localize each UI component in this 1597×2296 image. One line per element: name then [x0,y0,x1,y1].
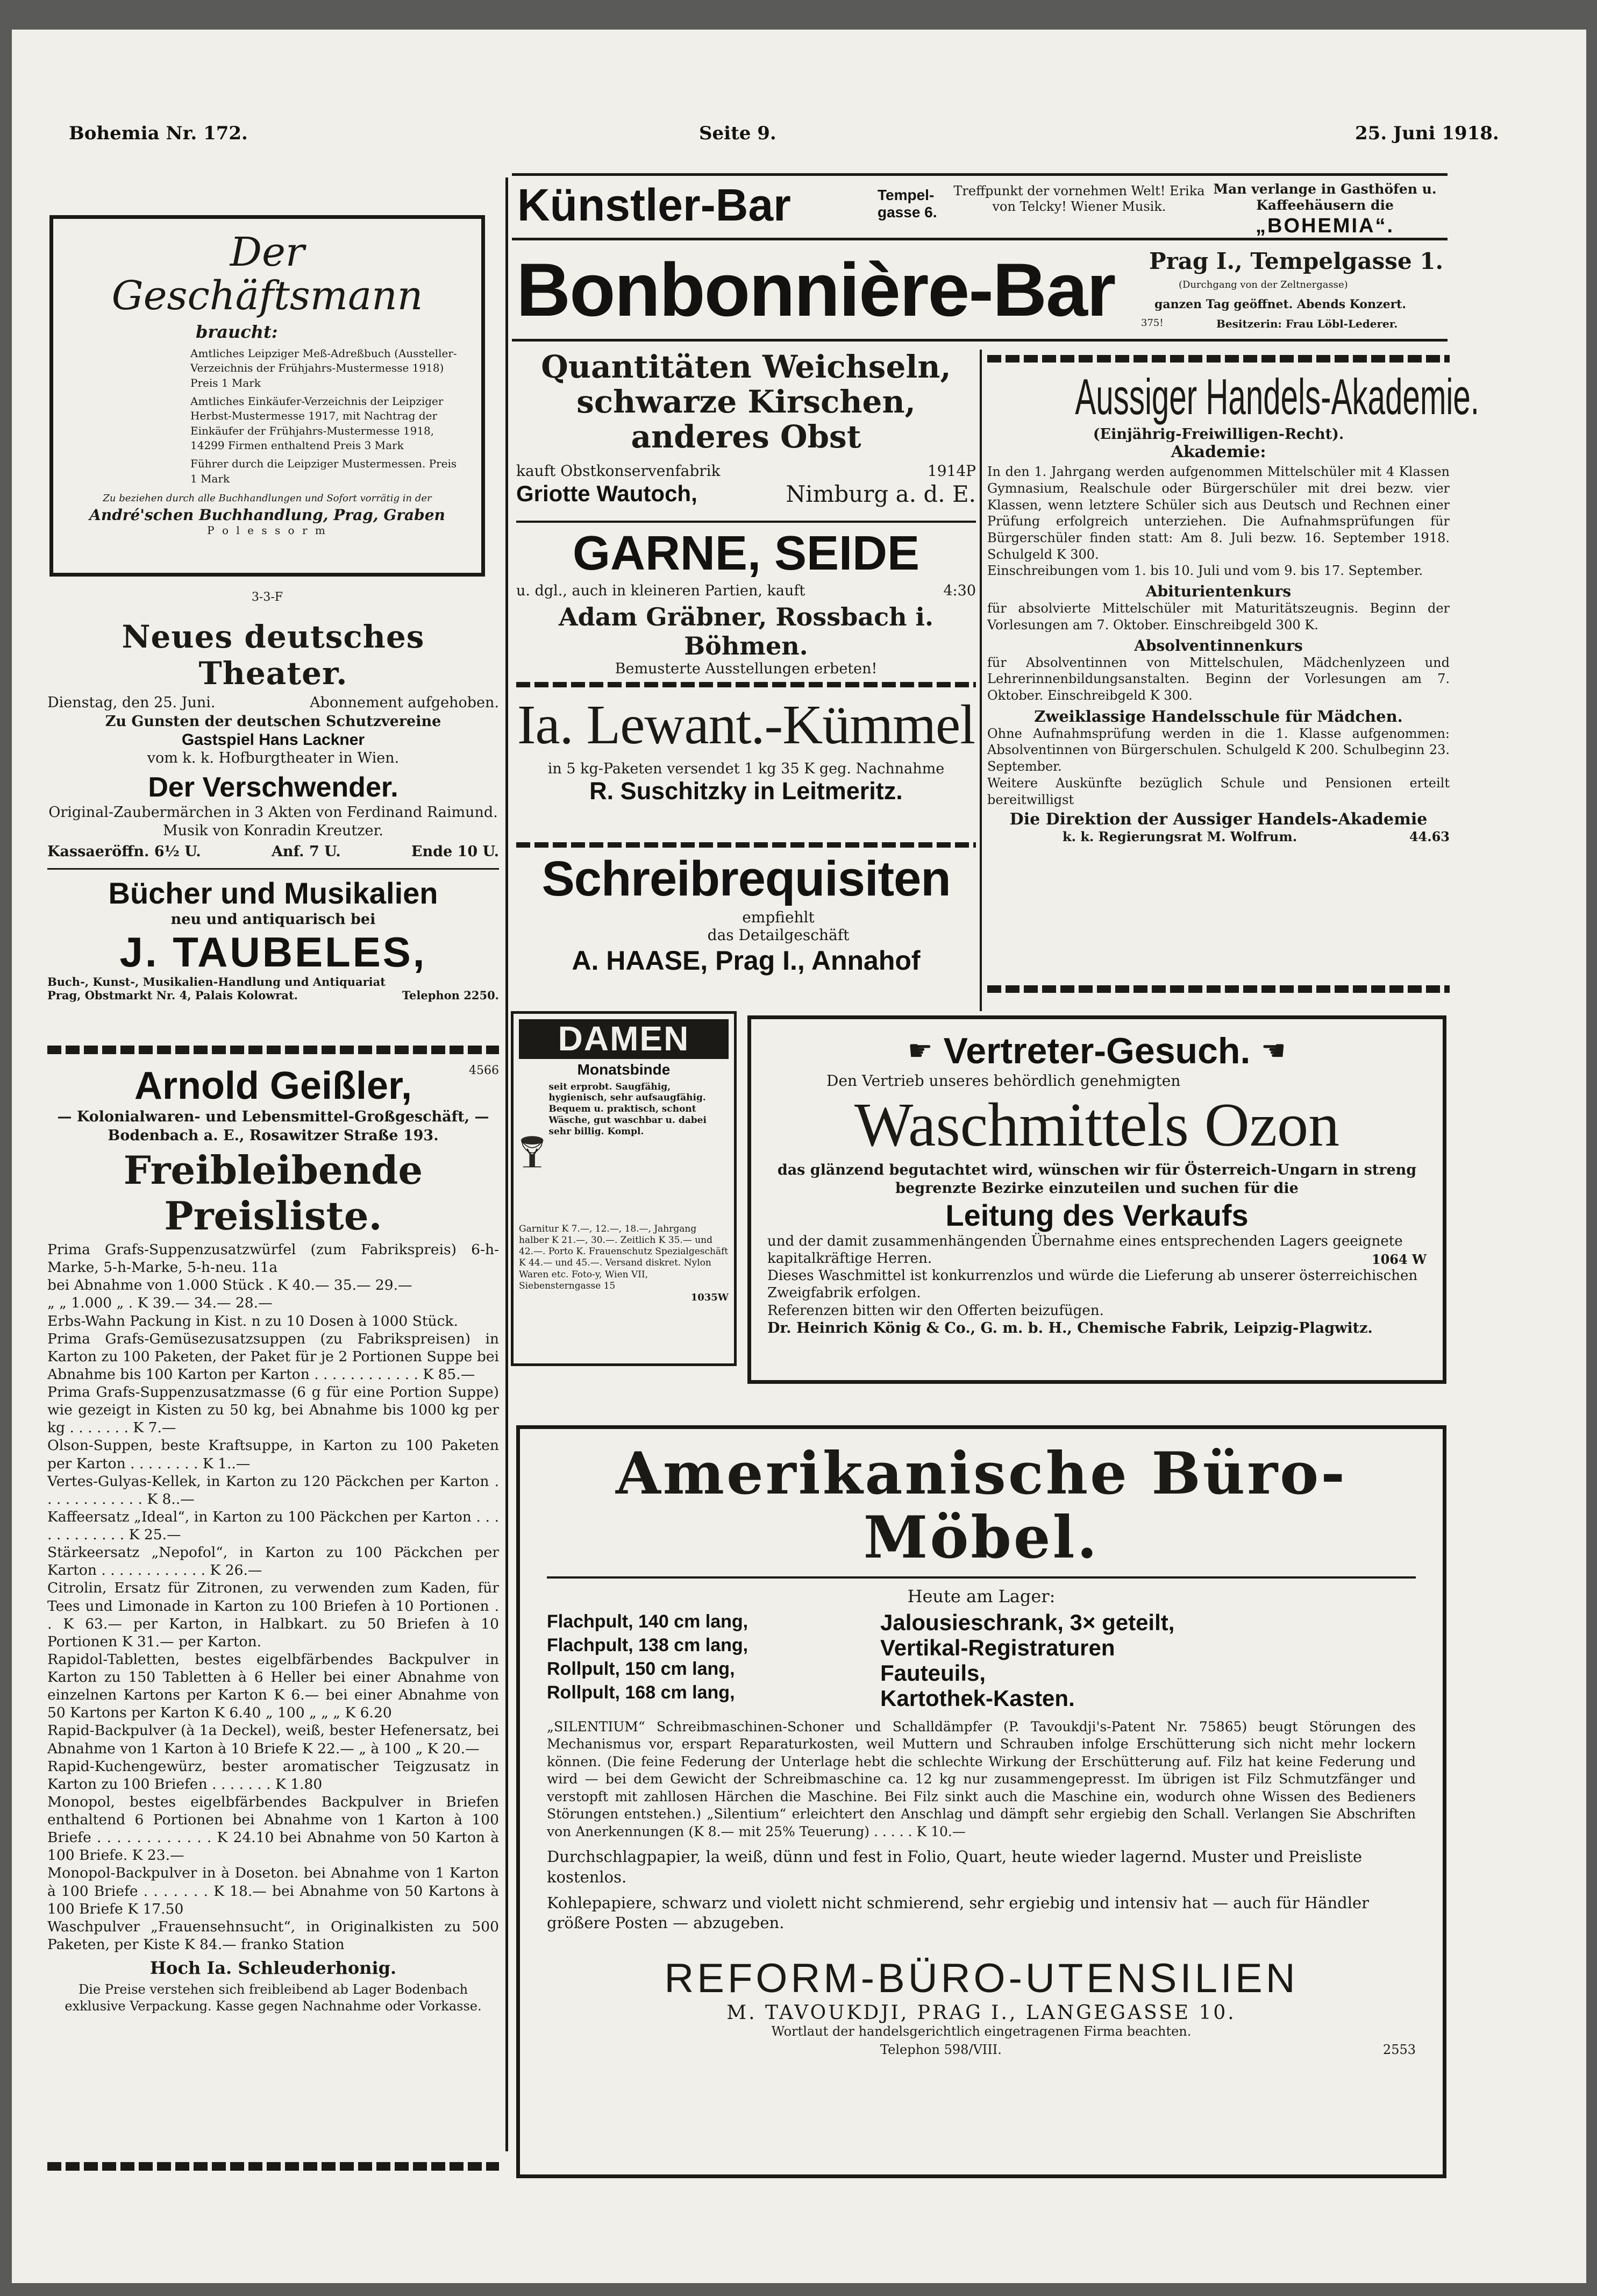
price-item: Rapidol-Tabletten, bestes eigelbfärbendes Backpulver in Karton zu 150 Tabletten à 6 Heller bei einer Abnahme von einzelnen Kartons per Karton K 6.— bei einer Abnahme von 50 Kartons per Karton K 6.40 „ 100 „ „ „ K 6.20 [47,1651,499,1722]
reform-firm: M. TAVOUKDJI, PRAG I., LANGEGASSE 10. [726,2001,1236,2024]
geissler-ad [47,1064,499,2015]
theater-time: Anf. 7 U. [271,843,341,860]
bonbon-line: ganzen Tag geöffnet. Abends Konzert. [1154,297,1407,311]
ad-number: 1914P [927,461,976,480]
price-item: Waschpulver „Frauensehnsucht“, in Originalkisten zu 500 Paketen, per Kiste K 84.— franko Station [47,1918,499,1953]
aussig-ad [987,368,1479,845]
vertreter-title: Vertreter-Gesuch. [943,1030,1251,1071]
damen-text: seit erprobt. Saugfähig, hygienisch, sehr aufsaugfähig. Bequem u. praktisch, schont Wäsche, gut waschbar u. dabei sehr billig. Kompl. [548,1081,707,1137]
price-item: Rapid-Backpulver (à 1a Deckel), weiß, bester Hefenersatz, bei Abnahme von 1 Karton à 10 Briefe K 22.— „ à 100 „ K 20.— [47,1722,499,1757]
bonbon-title: Bonbonnière-Bar [516,247,1115,332]
border-bar [47,1046,499,1054]
damen-title: DAMEN [519,1019,729,1059]
divider [547,1576,1416,1579]
moebel-title: Amerikanische Büro-Möbel. [615,1440,1348,1572]
vertreter-ad [747,1015,1446,1384]
ad-line: Amtliches Leipziger Meß-Adreßbuch (Aussteller-Verzeichnis der Frühjahrs-Mustermesse 1918) Preis 1 Mark [190,346,457,389]
aussig-heading: Akademie: [1171,443,1266,462]
buecher-title: Bücher und Musikalien [108,876,438,910]
geissler-line: — Kolonialwaren- und Lebensmittel-Großgeschäft, — [57,1108,489,1125]
aussig-text: Einschreibungen vom 1. bis 10. Juli und vom 9. bis 17. September. [987,563,1423,579]
kuenstler-addr: Tempel- [878,187,935,203]
price-item: Monopol, bestes eigelbfärbendes Backpulver in Briefen enthaltend 6 Portionen bei Abnahme von 1 Karton à 100 Briefe . . . . . . . . . . . . K 24.10 bei Abnahme von 50 Karton à 100 Briefe. K 23.— [47,1793,499,1864]
aussig-heading: Absolventinnenkurs [1134,636,1303,655]
aussig-text: für absolvierte Mittelschüler mit Maturitätszeugnis. Beginn der Vorlesungen am 7. Oktober. Einschreibgeld 300 K. [987,601,1450,632]
kuenstler-addr: gasse 6. [878,204,937,221]
obst-line: Quantitäten Weichseln, [541,349,951,385]
kuemmel-name: R. Suschitzky in Leitmeritz. [589,777,903,805]
price-item: Stärkeersatz „Nepofol“, in Karton zu 100 Päckchen per Karton . . . . . . . . . . . . K 26.— [47,1544,499,1579]
border-bar [516,682,976,687]
obst-city: Nimburg a. d. E. [786,480,976,507]
price-item: Prima Grafs-Suppenzusatzmasse (6 g für eine Portion Suppe) wie gezeigt in Kisten zu 50 kg, bei Abnahme bis 1000 kg per kg . . . . . . . K 7.— [47,1384,499,1437]
kuemmel-line: in 5 kg-Paketen versendet 1 kg 35 K geg. Nachnahme [547,760,945,777]
schreib-title: Schreibrequisiten [541,851,951,906]
obst-line: anderes Obst [631,418,861,455]
aussig-text: Ohne Aufnahmsprüfung werden in die 1. Klasse aufgenommen: Absolventinnen von Bürgerschulen. Schulgeld K 200. Schulbeginn 23. September. [987,726,1450,774]
aussig-title: Aussiger Handels-Akademie. [1075,368,1479,425]
vertreter-line: Dieses Waschmittel ist konkurrenzlos und würde die Lieferung ab unserer österreichischen Zweigfabrik erfolgen. [767,1267,1418,1302]
price-item: Citrolin, Ersatz für Zitronen, zu verwenden zum Kaden, für Tees und Limonade in Karton zu 100 Briefen à 10 Portionen . . K 63.— per Karton, in Halbkart. zu 50 Briefen à 10 Portionen K 31.— per Karton. [47,1580,499,1650]
aussig-signature: k. k. Regierungsrat M. Wolfrum. [1063,829,1297,845]
reform-title: REFORM-BÜRO-UTENSILIEN [664,1955,1299,2001]
vertreter-line: Referenzen bitten wir den Offerten beizufügen. [767,1302,1104,1319]
bohemia-title: „BOHEMIA“. [1256,215,1394,237]
schreib-line: empfiehlt [742,908,815,927]
ad-code: 3-3-F [251,591,283,604]
price-item: Vertes-Gulyas-Kellek, in Karton zu 120 Päckchen per Karton . . . . . . . . . . . . K 8..— [47,1473,499,1508]
geissler-footer: Die Preise verstehen sich freibleibend ab Lager Bodenbach exklusive Verpackung. Kasse gegen Nachnahme oder Vorkasse. [65,1982,482,2014]
bonbon-owner: Besitzerin: Frau Löbl-Lederer. [1216,317,1398,330]
geissler-honey: Hoch Ia. Schleuderhonig. [149,1958,397,1979]
moebel-item: Flachpult, 138 cm lang, [547,1634,748,1655]
vertreter-line: und der damit zusammenhängenden Übernahme eines entsprechenden Lagers geeignete kapitalkräftige Herren. [767,1233,1403,1267]
moebel-item: Rollpult, 168 cm lang, [547,1682,735,1703]
theater-abo: Abonnement aufgehoben. [310,694,499,711]
vertreter-line: das glänzend begutachtet wird, wünschen wir für Österreich-Ungarn in streng begrenzte Bezirke einzuteilen und suchen für die [777,1162,1417,1197]
moebel-item: Fauteuils, [880,1660,986,1686]
buecher-sub: neu und antiquarisch bei [170,911,376,928]
obst-line: schwarze Kirschen, [576,383,916,420]
bonbonniere-ad [512,245,1448,342]
border-bar [987,355,1450,362]
garne-line: u. dgl., auch in kleineren Partien, kauft [516,582,805,599]
bonbon-sub: (Durchgang von der Zeltnergasse) [1179,279,1348,290]
silentium-text: „SILENTIUM“ Schreibmaschinen-Schoner und Schalldämpfer (P. Tavoukdji's-Patent Nr. 75865) beugt Störungen des Mechanismus vor, erspart Reparaturkosten, weil Muttern und Schrauben infolge Erschütterung sich nicht mehr lockern können. (Die feine Federung der Unterlage hebt die schlechte Wirkung der Erschütterung auf. Filz hat keine Federung und wird — bei dem Gewicht der Schreibmaschine ca. 12 kg nur zusammengepresst. Im übrigen ist Filz Schmutzfänger und verstopft mit zahllosen Härchen die Maschine. Bei Filz sinkt auch die Maschine ein, wodurch ohne Wissen des Bedieners Störungen entstehen.) „Silentium“ erleichtert den Anschlag und dämpft sehr ergiebig den Schall. Verlangen Sie Abschriften von Anerkennungen (K 8.— mit 25% Teuerung) . . . . . K 10.— [547,1718,1416,1839]
pointing-hand-icon: ☛ [1261,1035,1286,1067]
price-item: Erbs-Wahn Packung in Kist. n zu 10 Dosen à 1000 Stück. [47,1312,458,1330]
ad-number: 2553 [1382,2042,1416,2057]
schreib-ad [516,852,976,976]
bonbon-addr: Prag I., Tempelgasse 1. [1149,248,1444,274]
ad-line: P o l e s s o r m [207,524,327,537]
aussig-heading: Zweiklassige Handelsschule für Mädchen. [1034,707,1403,726]
garne-line: Bemusterte Ausstellungen erbeten! [615,660,878,677]
obst-ad [516,350,976,507]
header-page: Seite 9. [699,123,776,144]
theater-play: Der Verschwender. [148,771,398,803]
price-item: Rapid-Kuchengewürz, bester aromatischer Teigzusatz in Karton zu 100 Briefen . . . . . . . K 1.80 [47,1758,499,1793]
divider [47,868,499,870]
moebel-item: Rollpult, 150 cm lang, [547,1658,735,1679]
theater-line: Original-Zaubermärchen in 3 Akten von Ferdinand Raimund. Musik von Konradin Kreutzer. [48,804,498,840]
buecher-tel: Telephon 2250. [402,989,499,1003]
reform-note: Wortlaut der handelsgerichtlich eingetragenen Firma beachten. [771,2023,1192,2039]
buecher-name: J. TAUBELES, [119,928,427,976]
ad-sub: braucht: [196,321,278,342]
theater-title: Neues deutsches Theater. [122,619,425,692]
divider [516,521,976,523]
theater-time: Kassaeröffn. 6½ U. [47,843,201,860]
theater-time: Ende 10 U. [411,843,499,860]
column-rule [505,177,508,2151]
pointing-hand-icon: ☛ [908,1035,933,1067]
kohle-text: Kohlepapiere, schwarz und violett nicht schmierend, sehr ergiebig und intensiv hat — auch für Händler größere Posten — abzugeben. [547,1893,1370,1932]
price-item: Monopol-Backpulver in à Doseton. bei Abnahme von 1 Karton à 100 Briefe . . . . . . . K 18.— bei Abnahme von 50 Kartons à 100 Briefe K 17.50 [47,1865,499,1917]
kuenstler-bar-ad [512,173,1448,240]
price-item: „ „ 1.000 „ . K 39.— 34.— 28.— [47,1295,273,1312]
theater-date: Dienstag, den 25. Juni. [47,694,216,711]
border-bar [987,985,1450,993]
durchschlag-text: Durchschlagpapier, la weiß, dünn und fest in Folio, Quart, heute wieder lagernd. Muster und Preisliste kostenlos. [547,1847,1363,1886]
price-item: Kaffeersatz „Ideal“, in Karton zu 100 Päckchen per Karton . . . . . . . . . . . . K 25.— [47,1508,499,1544]
ad-line: Führer durch die Leipziger Mustermessen. Preis 1 Mark [190,457,457,485]
price-item: bei Abnahme von 1.000 Stück . K 40.— 35.— 29.— [47,1277,412,1294]
buecher-line: Buch-, Kunst-, Musikalien-Handlung und Antiquariat [47,975,386,989]
border-bar [47,2162,499,2171]
ad-number: 4:30 [943,582,976,599]
price-item: Prima Grafs-Suppenzusatzwürfel (zum Fabrikspreis) 6-h-Marke, 5-h-Marke, 5-h-neu. 11a [47,1241,499,1276]
schreib-line: das Detailgeschäft [707,926,850,944]
ad-number: 1035W [690,1292,729,1304]
moebel-item: Vertikal-Registraturen [880,1634,1115,1660]
schreib-name: A. HAASE, Prag I., Annahof [572,946,921,976]
aussig-sub: (Einjährig-Freiwilligen-Recht). [1093,426,1344,443]
theater-line: Zu Gunsten der deutschen Schutzvereine [105,713,441,730]
geschaeftsmann-ad [49,215,485,577]
garne-ad [516,527,976,677]
theater-line: vom k. k. Hofburgtheater in Wien. [147,750,400,767]
aussig-heading: Abiturientenkurs [1145,582,1292,601]
ad-line: Amtliches Einkäufer-Verzeichnis der Leipziger Herbst-Mustermesse 1917, mit Nachtrag der Einkäufer der Frühjahrs-Mustermesse 1918, 14299 Firmen enthaltend Preis 3 Mark [190,394,444,452]
ozon-title: Waschmittels Ozon [854,1091,1340,1160]
obst-name: Griotte Wautoch, [516,480,697,506]
damen-sub: Monatsbinde [577,1061,671,1078]
price-item: Prima Grafs-Gemüsezusatzsuppen (zu Fabrikspreisen) in Karton zu 100 Paketen, der Paket für je 2 Portionen Suppe bei Abnahme bis 100 Karton per Karton . . . . . . . . . . . . K 85.— [47,1330,499,1383]
buecher-ad [47,876,499,1002]
price-item: Olson-Suppen, beste Kraftsuppe, in Karton zu 100 Paketen per Karton . . . . . . . . K 1..— [47,1437,499,1472]
header-issue: Bohemia Nr. 172. [69,123,248,144]
ad-number: 1064 W [1371,1251,1427,1267]
ad-number: 44.63 [1409,829,1450,845]
ad-number: 4566 [469,1064,499,1077]
vertreter-company: Dr. Heinrich König & Co., G. m. b. H., Chemische Fabrik, Leipzig-Plagwitz. [767,1320,1373,1337]
bohemia-notice: Man verlange in Gasthöfen u. Kaffeehäusern die [1213,181,1437,213]
kuenstler-title: Künstler-Bar [517,180,791,230]
aussig-text: Weitere Auskünfte bezüglich Schule und Pensionen erteilt bereitwilligst [987,775,1450,807]
moebel-ad [516,1425,1446,2178]
kuemmel-title: Ia. Lewant.-Kümmel [517,694,975,756]
ad-title: Der Geschäftsmann [111,229,423,319]
aussig-text: In den 1. Jahrgang werden aufgenommen Mittelschüler mit 4 Klassen Gymnasium, Realschule oder Bürgerschüler mit drei bezw. vier Klassen, wenn letztere Schüler sich aus Deutsch und Rechnen einer Prüfung erfolgreich unterziehen. Die Aufnahmsprüfungen für Bürgerschüler finden statt: Am 8. Juli bezw. 16. September 1918. Schulgeld K 300. [987,464,1450,562]
buecher-line: Prag, Obstmarkt Nr. 4, Palais Kolowrat. [47,989,298,1003]
obst-kauft: kauft Obstkonservenfabrik [516,461,721,480]
moebel-item: Kartothek-Kasten. [880,1685,1075,1711]
ad-number: 375! [1141,317,1164,329]
border-bar [516,842,976,848]
damen-ad [511,1011,737,1366]
garne-name: Adam Gräbner, Rossbach i. Böhmen. [558,602,934,660]
reform-tel: Telephon 598/VIII. [880,2042,1002,2057]
aussig-direction: Die Direktion der Aussiger Handels-Akademie [1009,810,1428,829]
column-rule [980,350,982,1011]
kuenstler-text: Treffpunkt der vornehmen Welt! Erika von Telcky! Wiener Musik. [953,183,1205,214]
bandage-illustration [519,1082,545,1221]
geissler-title: Freibleibende Preisliste. [123,1147,423,1239]
theater-line: Gastspiel Hans Lackner [181,731,365,749]
vertreter-line: Den Vertrieb unseres behördlich genehmigten [826,1072,1181,1090]
moebel-lager: Heute am Lager: [907,1586,1056,1607]
ad-line: Zu beziehen durch alle Buchhandlungen und Sofort vorrätig in der [103,493,432,504]
damen-text: Garnitur K 7.—, 12.—, 18.—, Jahrgang halber K 21.—, 30.—. Zeitlich K 35.— und 42.—. Porto K. Frauenschutz Spezialgeschäft K 44.— und 45.—. Versand diskret. Nylon Waren etc. Foto-y, Wien VII, Siebensterngasse 15 [519,1223,729,1291]
ad-line: André'schen Buchhandlung, Prag, Graben [89,506,445,524]
aussig-text: für Absolventinnen von Mittelschulen, Mädchenlyzeen und Lehrerinnenbildungsanstalten. Beginn der Vorlesungen am 7. Oktober. Einschreibgeld K 300. [987,655,1450,703]
garne-title: GARNE, SEIDE [572,527,920,580]
geissler-line: Bodenbach a. E., Rosawitzer Straße 193. [108,1127,439,1144]
header-date: 25. Juni 1918. [1355,123,1499,144]
vertreter-heading: Leitung des Verkaufs [945,1198,1249,1232]
moebel-item: Flachpult, 140 cm lang, [547,1611,748,1632]
moebel-item: Jalousieschrank, 3× geteilt, [880,1609,1175,1635]
theater-ad [47,619,499,861]
geissler-name: Arnold Geißler, [134,1064,412,1107]
kuemmel-ad [516,693,976,805]
